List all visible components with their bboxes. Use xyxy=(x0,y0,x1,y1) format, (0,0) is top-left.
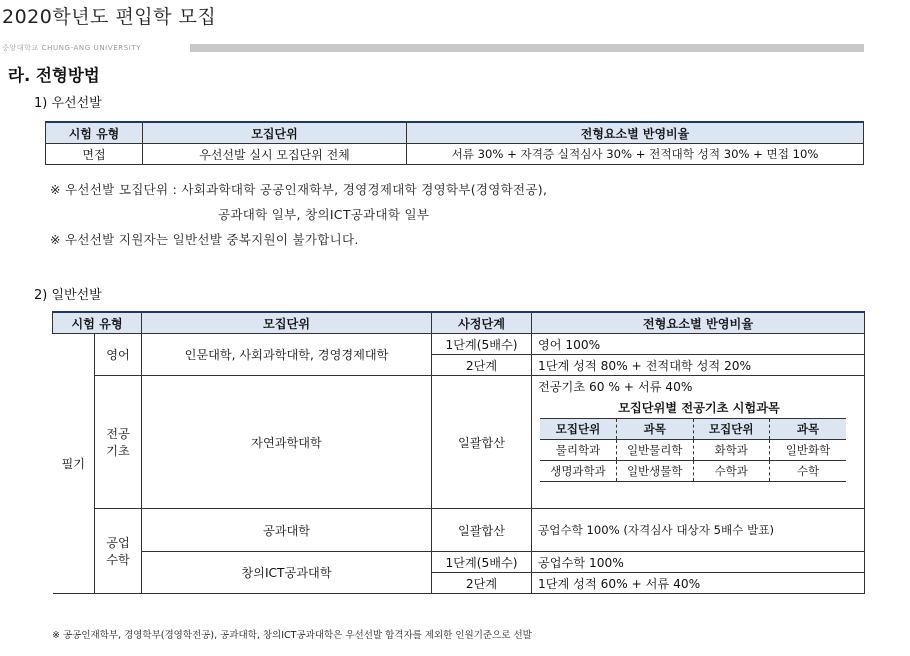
table-row xyxy=(53,509,865,552)
english-label: 영어 xyxy=(95,334,142,376)
priority-heading: 1) 우선선발 xyxy=(34,96,102,111)
subject-header-course: 과목 xyxy=(617,419,694,440)
math-ict-stage2-ratio: 1단계 성적 60% + 서류 40% xyxy=(532,573,865,594)
general-table xyxy=(52,311,865,594)
cell-ratio: 서류 30% + 자격증 실적심사 30% + 전적대학 성적 30% + 면접 10% xyxy=(407,144,864,165)
header-stage: 사정단계 xyxy=(432,312,532,334)
subject-cell: 물리학과 xyxy=(540,440,617,461)
header-ratio: 전형요소별 반영비율 xyxy=(407,122,864,144)
english-stage2-ratio: 1단계 성적 80% + 전적대학 성적 20% xyxy=(532,355,865,376)
table-header-row xyxy=(53,312,865,334)
subject-cell: 일반물리학 xyxy=(617,440,694,461)
subject-cell: 일반화학 xyxy=(770,440,847,461)
math-ict-stage1-ratio: 공업수학 100% xyxy=(532,552,865,573)
page-title: 2020학년도 편입학 모집 xyxy=(2,6,217,28)
cell-unit: 우선선발 실시 모집단위 전체 xyxy=(143,144,407,165)
math-ict-unit: 창의ICT공과대학 xyxy=(142,552,432,594)
table-row xyxy=(53,334,865,355)
subject-cell: 수학과 xyxy=(693,461,770,482)
math-eng-unit: 공과대학 xyxy=(142,509,432,552)
major-stage: 일괄합산 xyxy=(432,376,532,509)
table-row xyxy=(53,376,865,509)
written-label: 필기 xyxy=(53,334,95,594)
major-label xyxy=(95,376,142,509)
major-unit: 자연과학대학 xyxy=(142,376,432,509)
priority-note-1-cont: 공과대학 일부, 창의ICT공과대학 일부 xyxy=(218,207,430,222)
section-title: 라. 전형방법 xyxy=(8,66,100,85)
subject-cell: 일반생물학 xyxy=(617,461,694,482)
subject-row xyxy=(540,440,846,461)
subject-header-course: 과목 xyxy=(770,419,847,440)
priority-note-1: ※ 우선선발 모집단위 : 사회과학대학 공공인재학부, 경영경제대학 경영학부(경영학전공), xyxy=(50,182,548,197)
university-tag: 중앙대학교 CHUNG-ANG UNIVERSITY xyxy=(2,44,142,52)
table-row xyxy=(53,552,865,573)
priority-table xyxy=(45,121,864,165)
english-stage1-ratio: 영어 100% xyxy=(532,334,865,355)
table-row xyxy=(46,144,864,165)
english-stage1: 1단계(5배수) xyxy=(432,334,532,355)
subject-cell: 수학 xyxy=(770,461,847,482)
math-eng-ratio: 공업수학 100% (자격심사 대상자 5배수 발표) xyxy=(532,509,865,552)
general-heading: 2) 일반선발 xyxy=(34,288,102,303)
subject-cell: 화학과 xyxy=(693,440,770,461)
title-divider-bar xyxy=(190,44,864,52)
math-label xyxy=(95,509,142,594)
priority-note-2: ※ 우선선발 지원자는 일반선발 중복지원이 불가합니다. xyxy=(50,232,359,247)
math-ict-stage2: 2단계 xyxy=(432,573,532,594)
major-ratio: 전공기초 60 % + 서류 40% xyxy=(538,380,693,394)
header-unit: 모집단위 xyxy=(142,312,432,334)
subject-header-unit: 모집단위 xyxy=(540,419,617,440)
table-header-row xyxy=(46,122,864,144)
english-stage2: 2단계 xyxy=(432,355,532,376)
math-label-line1: 공업 xyxy=(106,536,130,550)
subject-table-title: 모집단위별 전공기초 시험과목 xyxy=(618,401,780,415)
english-unit: 인문대학, 사회과학대학, 경영경제대학 xyxy=(142,334,432,376)
subject-header-row xyxy=(540,419,846,440)
major-ratio-cell xyxy=(532,376,865,509)
subject-row xyxy=(540,461,846,482)
math-label-line2: 수학 xyxy=(106,553,130,567)
math-eng-stage: 일괄합산 xyxy=(432,509,532,552)
subject-cell: 생명과학과 xyxy=(540,461,617,482)
major-label-line2: 기초 xyxy=(106,444,130,458)
subject-header-unit: 모집단위 xyxy=(693,419,770,440)
footnote: ※ 공공인재학부, 경영학부(경영학전공), 공과대학, 창의ICT공과대학은 우선선발 합격자를 제외한 인원기준으로 선발 xyxy=(52,630,532,641)
cell-exam-type: 면접 xyxy=(46,144,143,165)
header-ratio: 전형요소별 반영비율 xyxy=(532,312,865,334)
math-ict-stage1: 1단계(5배수) xyxy=(432,552,532,573)
header-exam-type: 시험 유형 xyxy=(46,122,143,144)
major-label-line1: 전공 xyxy=(106,427,130,441)
header-unit: 모집단위 xyxy=(143,122,407,144)
header-exam-type: 시험 유형 xyxy=(53,312,142,334)
subject-table xyxy=(540,418,846,482)
